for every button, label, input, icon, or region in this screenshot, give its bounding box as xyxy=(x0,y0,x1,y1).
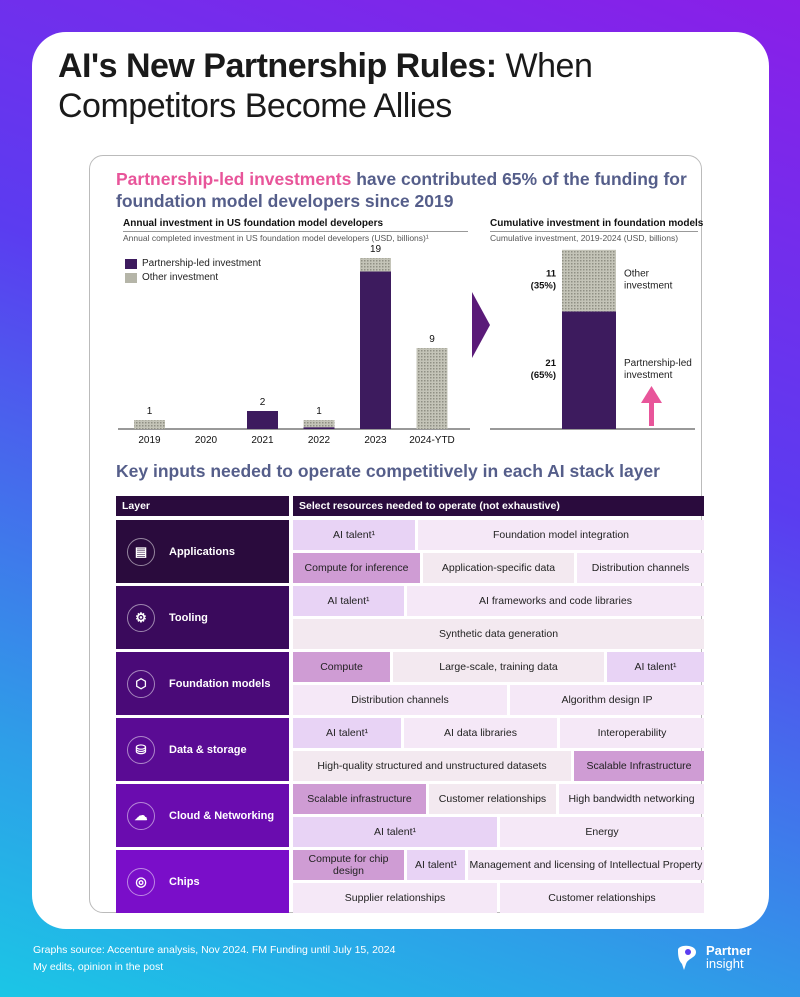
data-label-other-pct: (35%) xyxy=(530,280,556,292)
layer-name: Data & storage xyxy=(169,743,247,756)
resource-cell: Scalable Infrastructure xyxy=(574,751,704,781)
cumulative-bar-chart xyxy=(490,245,700,435)
resource-cell: Supplier relationships xyxy=(293,883,497,913)
chart-title-divider xyxy=(123,231,468,232)
annual-chart-subtitle: Annual completed investment in US foundation model developers (USD, billions)¹ xyxy=(123,233,429,243)
annotation-other-line2: investment xyxy=(624,280,673,292)
layer-data-storage xyxy=(116,718,289,781)
resource-cell: High bandwidth networking xyxy=(559,784,704,814)
growth-arrow-shaft xyxy=(649,400,654,426)
total-label-2024-YTD: 9 xyxy=(429,334,435,345)
bar-partnership-2022 xyxy=(304,427,335,429)
table-header-resources: Select resources needed to operate (not exhaustive) xyxy=(293,496,704,516)
key-inputs-title: Key inputs needed to operate competitively in each AI stack layer xyxy=(116,461,660,481)
page-title: AI's New Partnership Rules: When Competitors Become Allies xyxy=(58,47,593,125)
resource-cell: Interoperability xyxy=(560,718,704,748)
bar-other-2022 xyxy=(304,420,335,427)
resource-cell: Distribution channels xyxy=(293,685,507,715)
tick-label-2020: 2020 xyxy=(194,435,218,446)
annotation-partnership-line2: investment xyxy=(624,370,673,382)
total-label-2022: 1 xyxy=(316,406,322,417)
layer-cloud-networking xyxy=(116,784,289,847)
resource-cell: Compute xyxy=(293,652,390,682)
legend-partnership: Partnership-led investment xyxy=(125,258,261,269)
resource-cell: Algorithm design IP xyxy=(510,685,704,715)
bar-other-2019 xyxy=(134,420,165,429)
chip-icon: ◎ xyxy=(127,868,155,896)
resource-cell: Synthetic data generation xyxy=(293,619,704,649)
footer-line-2: My edits, opinion in the post xyxy=(33,961,164,973)
total-label-2021: 2 xyxy=(259,397,266,408)
chevron-right-icon xyxy=(470,290,492,360)
resource-cell: Customer relationships xyxy=(500,883,704,913)
annual-bar-chart xyxy=(118,245,470,450)
tick-label-2019: 2019 xyxy=(138,435,161,446)
tick-label-2023: 2023 xyxy=(364,435,387,446)
resource-cell: High-quality structured and unstructured datasets xyxy=(293,751,571,781)
layer-name: Cloud & Networking xyxy=(169,809,275,822)
bar-partnership-cumulative xyxy=(562,311,616,429)
cube-icon: ⬡ xyxy=(127,670,155,698)
layer-chips xyxy=(116,850,289,913)
partner-insight-logo-icon xyxy=(674,942,700,972)
annotation-partnership-line1: Partnership-led xyxy=(624,358,692,370)
resource-cell: Energy xyxy=(500,817,704,847)
resource-cell: Customer relationships xyxy=(429,784,556,814)
bar-partnership-2021 xyxy=(247,411,278,429)
tick-label-2022: 2022 xyxy=(307,435,331,446)
database-icon: ⛁ xyxy=(127,736,155,764)
layer-name: Applications xyxy=(169,545,236,558)
resource-cell: Foundation model integration xyxy=(418,520,704,550)
resource-cell: Large-scale, training data xyxy=(393,652,604,682)
resource-cell: AI talent¹ xyxy=(293,817,497,847)
data-label-partnership-value: 21 xyxy=(545,358,556,370)
resource-cell: AI data libraries xyxy=(404,718,557,748)
chart-headline: Partnership-led investments have contributed 65% of the funding for foundation model developers since 2019 xyxy=(116,169,687,211)
resource-cell: AI talent¹ xyxy=(293,718,401,748)
resource-cell: AI talent¹ xyxy=(293,586,404,616)
tick-label-2021: 2021 xyxy=(251,435,274,446)
total-label-cumulative xyxy=(583,245,595,247)
resource-cell: AI frameworks and code libraries xyxy=(407,586,704,616)
resource-cell: Distribution channels xyxy=(577,553,704,583)
cumulative-chart-subtitle: Cumulative investment, 2019-2024 (USD, billions) xyxy=(490,233,679,243)
data-label-other-value: 11 xyxy=(545,268,556,280)
resource-cell: Management and licensing of Intellectual Property xyxy=(468,850,704,880)
cumulative-chart-title: Cumulative investment in foundation models xyxy=(490,218,704,229)
bar-other-cumulative xyxy=(562,250,616,312)
resource-cell: Application-specific data xyxy=(423,553,574,583)
annual-chart-title: Annual investment in US foundation model developers xyxy=(123,218,384,229)
bar-other-2023 xyxy=(360,258,391,272)
layer-name: Chips xyxy=(169,875,200,888)
resource-cell: Compute for chip design xyxy=(293,850,404,880)
brand-line-1: Partner xyxy=(706,943,752,958)
bar-partnership-2023 xyxy=(360,272,391,430)
chart-title-divider-2 xyxy=(490,231,698,232)
resource-cell: Compute for inference xyxy=(293,553,420,583)
annotation-other-line1: Other xyxy=(624,268,650,280)
resource-cell: AI talent¹ xyxy=(407,850,465,880)
legend-other: Other investment xyxy=(125,272,218,283)
resource-cell: Scalable infrastructure xyxy=(293,784,426,814)
brand-line-2: insight xyxy=(706,956,744,971)
arrow-up-icon xyxy=(641,386,662,403)
total-label-2019: 1 xyxy=(146,406,153,417)
footer-line-1: Graphs source: Accenture analysis, Nov 2024. FM Funding until July 15, 2024 xyxy=(33,944,396,956)
app-icon: ▤ xyxy=(127,538,155,566)
total-label-2023: 19 xyxy=(369,245,382,255)
table-header-layer: Layer xyxy=(116,496,289,516)
footer-source xyxy=(33,942,395,976)
layer-tooling xyxy=(116,586,289,649)
bar-other-2024-YTD xyxy=(417,348,448,429)
layer-foundation-models xyxy=(116,652,289,715)
layer-name: Tooling xyxy=(169,611,208,624)
cloud-server-icon: ☁ xyxy=(127,802,155,830)
gears-icon: ⚙ xyxy=(127,604,155,632)
resource-cell: AI talent¹ xyxy=(293,520,415,550)
brand-logo xyxy=(674,942,752,972)
layer-name: Foundation models xyxy=(169,677,271,690)
data-label-partnership-pct: (65%) xyxy=(530,370,556,382)
tick-label-2024-YTD: 2024-YTD xyxy=(409,435,455,446)
layer-applications xyxy=(116,520,289,583)
resource-cell: AI talent¹ xyxy=(607,652,704,682)
